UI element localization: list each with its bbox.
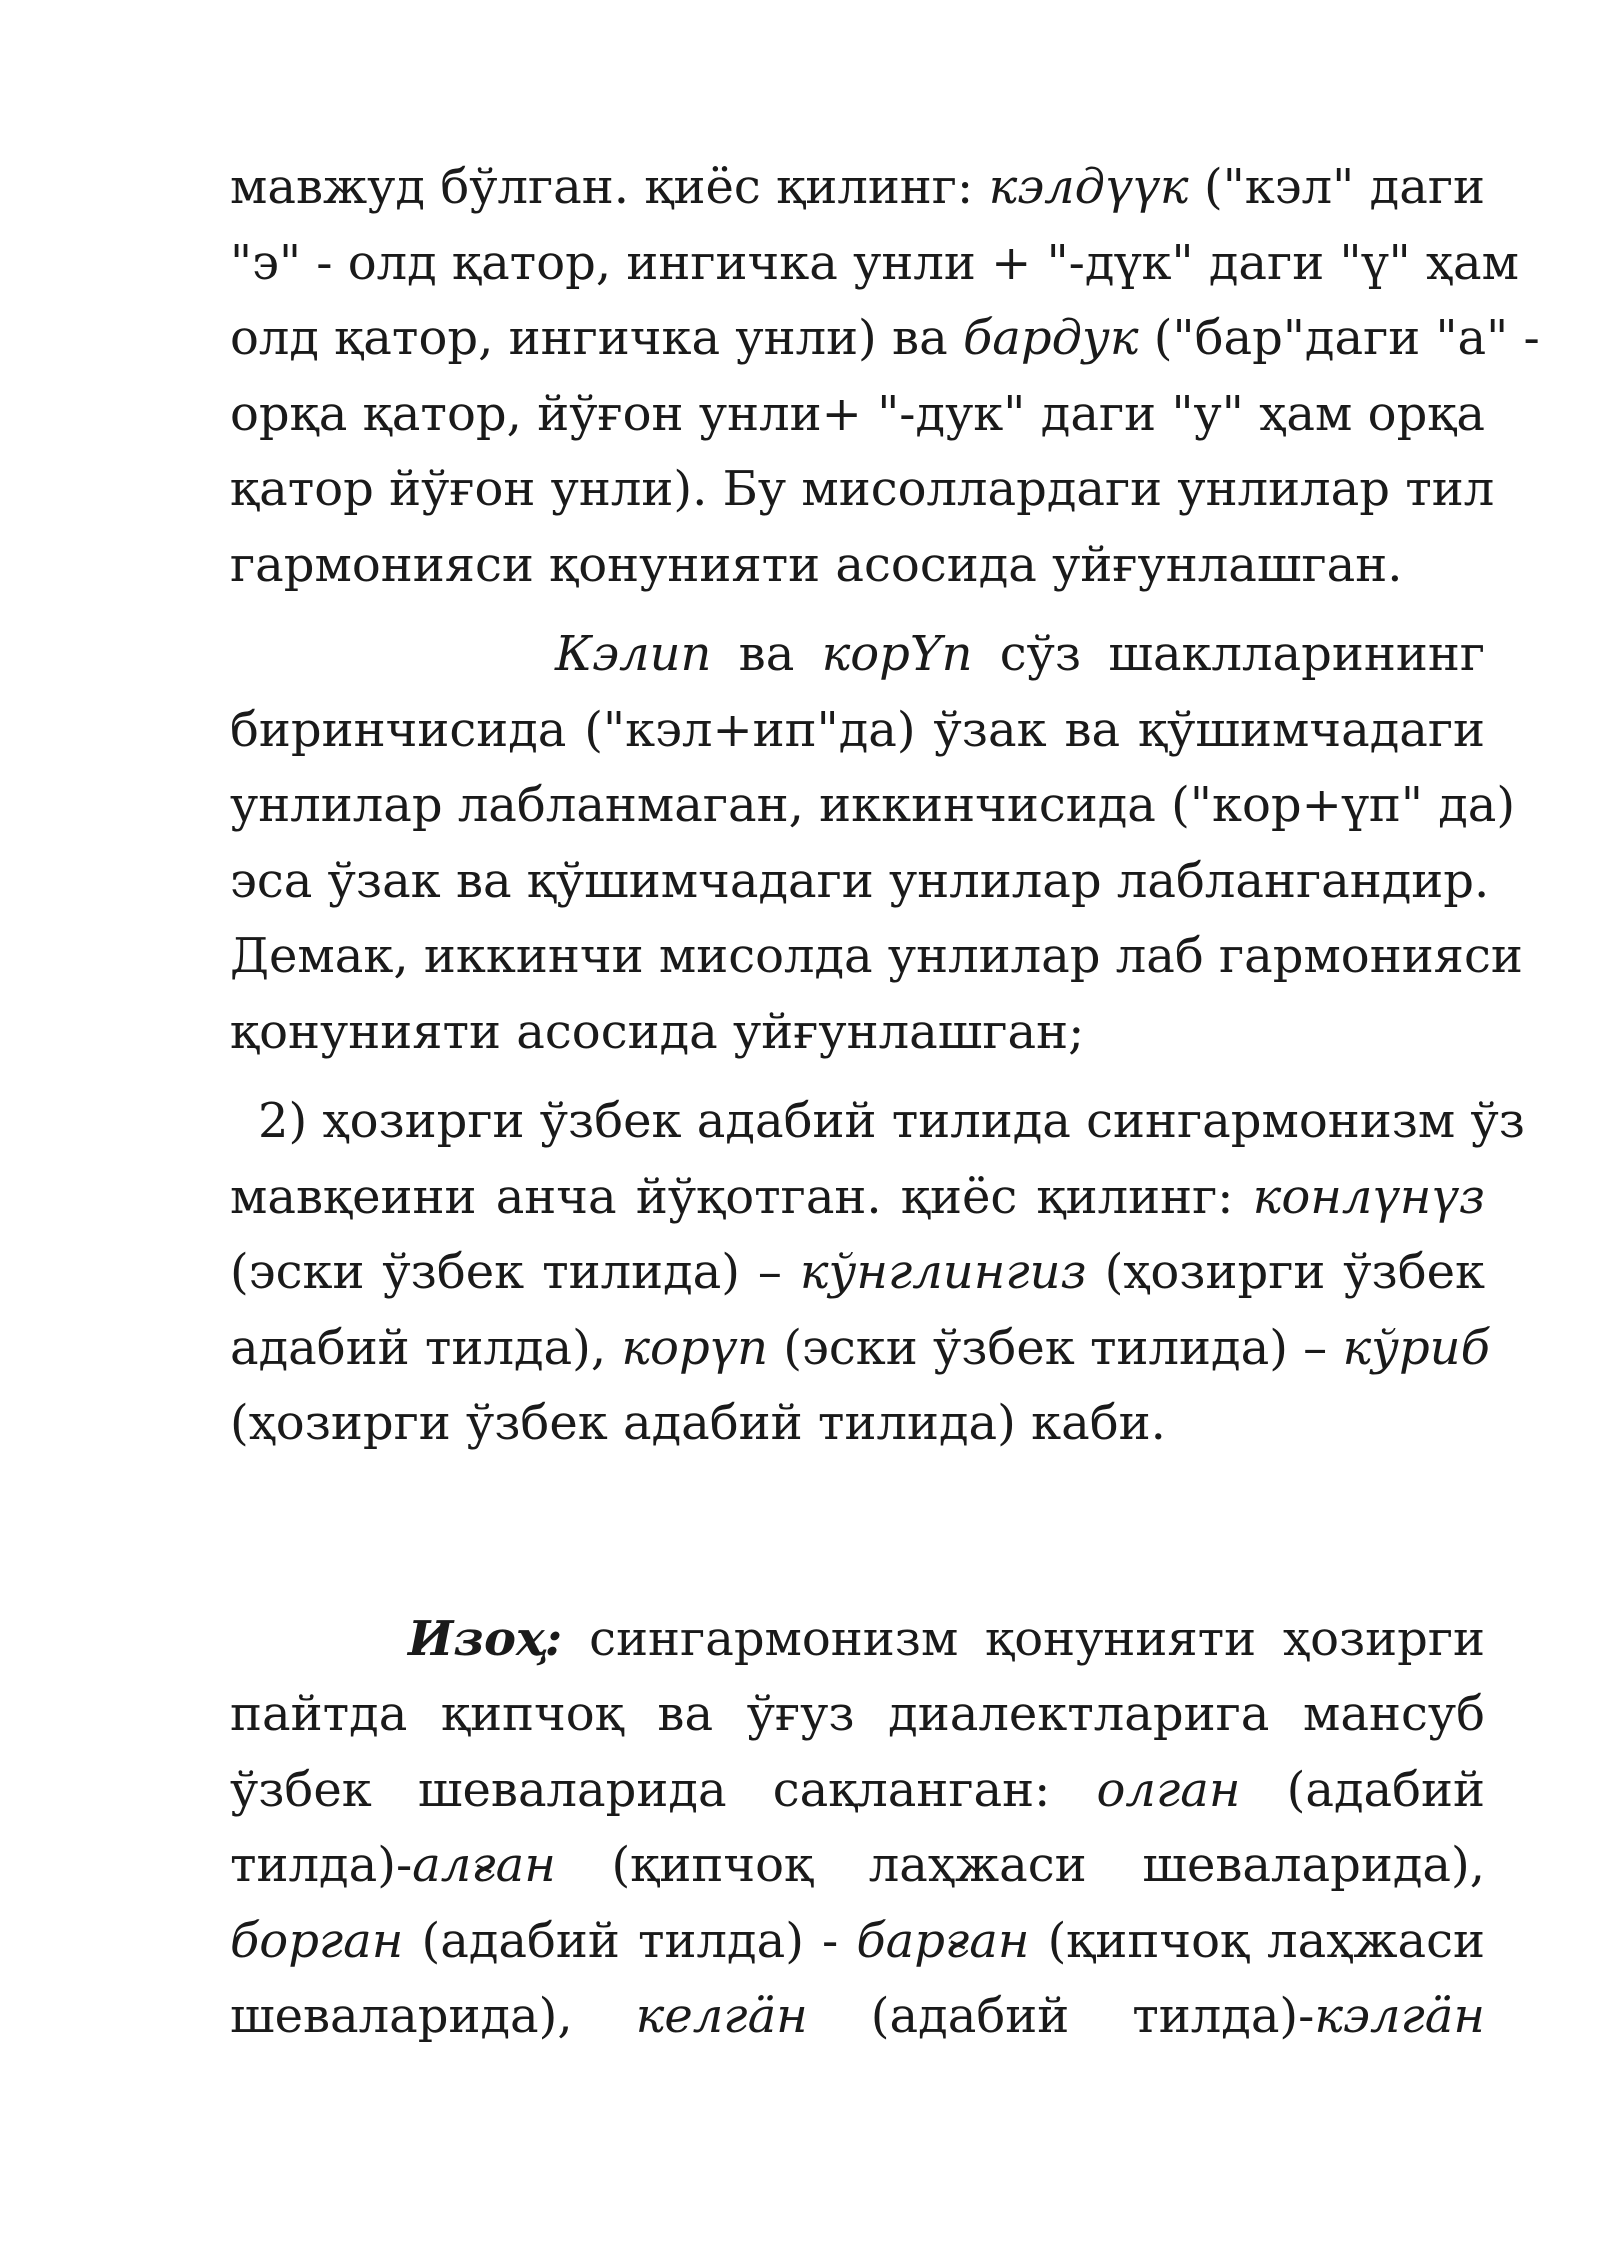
italic-term: корүп [621, 1319, 768, 1376]
text-span: (адабий [1240, 1761, 1485, 1818]
text-line: гармонияси қонунияти асосида уйғунлашган. [230, 536, 1403, 593]
text-span: адабий тилда), [230, 1319, 622, 1376]
text-span: (эски ўзбек тилида) – [230, 1244, 800, 1300]
italic-term: борган [230, 1912, 404, 1969]
text-span: (ҳозирги ўзбек [1086, 1244, 1486, 1300]
text-line: қонунияти асосида уйғунлашган; [230, 1003, 1085, 1060]
text-line: унлилар лабланмаган, иккинчисида ("кор+үп" да) [230, 777, 1516, 833]
paragraph-spacer [230, 603, 1485, 617]
paragraph-spacer [230, 1070, 1485, 1084]
text-line [230, 1979, 1485, 2055]
italic-term: кэлгӓн [1314, 1988, 1485, 2044]
section-spacer [230, 1462, 1485, 1602]
text-span: сингармонизм қонунияти ҳозирги [562, 1610, 1485, 1667]
text-line: "э" - олд қатор, ингичка унли + "-дүк" даги "ү" ҳам [230, 234, 1519, 291]
italic-term: корҮп [821, 626, 973, 682]
text-line: (ҳозирги ўзбек адабий тилида) каби. [230, 1395, 1166, 1451]
text-span: (адабий тилда) - [403, 1912, 857, 1969]
text-span: ўзбек шеваларида сақланган: [230, 1761, 1097, 1818]
italic-term: алған [412, 1837, 556, 1893]
text-line [230, 1311, 1490, 1387]
text-span: сўз шаклларининг [972, 626, 1485, 682]
italic-term: конлүнүз [1252, 1168, 1485, 1225]
text-line: биринчисида ("кэл+ип"да) ўзак ва қўшимчадаги [230, 701, 1485, 758]
text-line [230, 1753, 1485, 1829]
text-line [230, 617, 1485, 693]
note-label-text: Изоҳ: [408, 1610, 563, 1667]
text-span: (адабий тилда)- [807, 1988, 1315, 2044]
text-line [230, 1235, 1485, 1311]
text-line [230, 1904, 1485, 1980]
text-line [230, 1828, 1485, 1904]
text-line: орқа қатор, йўғон унли+ "-дук" даги "у" ҳам орқа [230, 385, 1485, 442]
italic-term: бардук [962, 310, 1139, 366]
text-span: мавқеини анча йўқотган. қиёс қилинг: [230, 1168, 1253, 1225]
italic-term: барған [856, 1912, 1030, 1969]
italic-term: келгӓн [635, 1988, 808, 2044]
text-line: пайтда қипчоқ ва ўғуз диалектларига мансуб [230, 1686, 1485, 1742]
text-span: (қипчоқ лаҳжаси шеваларида), [555, 1837, 1485, 1893]
italic-term: олган [1096, 1761, 1241, 1818]
italic-term: кўриб [1342, 1319, 1490, 1376]
text-line: 2) ҳозирги ўзбек адабий тилида сингармонизм ўз [258, 1093, 1525, 1149]
text-line [230, 1602, 1485, 1678]
text-span: ("кэл" даги [1188, 159, 1485, 215]
text-line [230, 1160, 1485, 1236]
italic-term: Кэлип [555, 626, 712, 682]
text-span: олд қатор, ингичка унли) ва [230, 310, 963, 366]
text-line: қатор йўғон унли). Бу мисоллардаги унлилар тил [230, 461, 1495, 517]
text-line [230, 301, 1540, 377]
text-span: мавжуд бўлган. қиёс қилинг: [230, 159, 989, 215]
italic-term: кўнглингиз [799, 1244, 1087, 1300]
text-span: ("бар"даги "а" - [1138, 310, 1540, 366]
paragraph-lip-harmony [230, 617, 1523, 1070]
paragraph-note [230, 1602, 1485, 2055]
text-line: Демак, иккинчи мисолда унлилар лаб гармонияси [230, 928, 1523, 984]
note-label [408, 1611, 562, 1667]
text-line: эса ўзак ва қўшимчадаги унлилар лаблангандир. [230, 852, 1490, 909]
italic-term: кэлдүүк [988, 159, 1189, 215]
text-span: тилда)- [230, 1837, 413, 1893]
paragraph-modern-uzbek [230, 1084, 1525, 1462]
text-line [230, 150, 1485, 226]
text-span: ва [711, 626, 822, 682]
paragraph-vowel-harmony-examples [230, 150, 1540, 603]
text-span: (қипчоқ лаҳжаси [1029, 1912, 1486, 1969]
document-page [230, 150, 1540, 2055]
text-span: шеваларида), [230, 1988, 636, 2044]
text-span: (эски ўзбек тилида) – [768, 1319, 1343, 1376]
